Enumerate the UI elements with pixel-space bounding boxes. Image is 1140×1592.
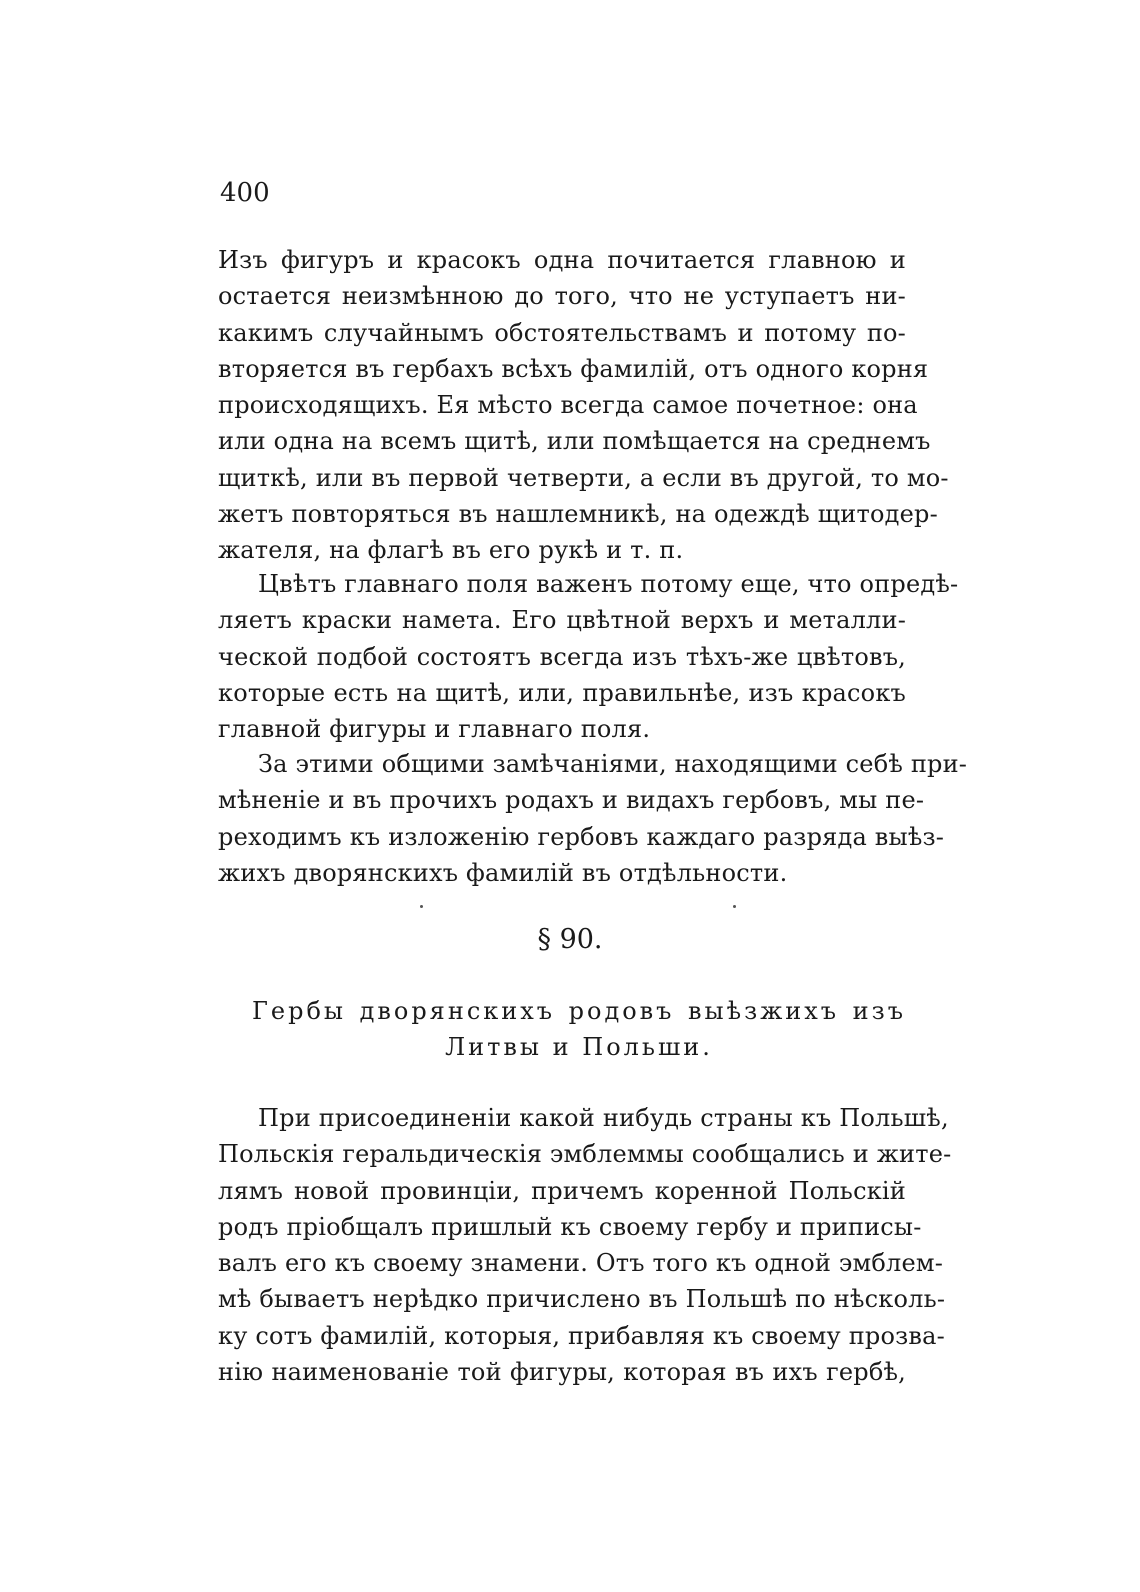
text-line: За этими общими замѣчаніями, находящими себѣ при-	[258, 750, 968, 778]
text-line: ческой подбой состоятъ всегда изъ тѣхъ-же цвѣтовъ,	[218, 642, 906, 671]
text-line: лямъ новой провинціи, причемъ коренной Польскій	[218, 1176, 906, 1205]
text-line: происходящихъ. Ея мѣсто всегда самое почетное: она	[218, 391, 918, 420]
text-line: ку сотъ фамилій, которыя, прибавляя къ своему прозва-	[218, 1321, 945, 1350]
print-speck	[420, 905, 423, 908]
text-line: жихъ дворянскихъ фамилій въ отдѣльности.	[218, 858, 788, 887]
text-line: жателя, на флагѣ въ его рукѣ и т. п.	[218, 536, 684, 565]
section-number: § 90.	[537, 924, 603, 955]
text-line: щиткѣ, или въ первой четверти, а если въ другой, то мо-	[218, 463, 949, 492]
text-line: нію наименованіе той фигуры, которая въ ихъ гербѣ,	[218, 1358, 906, 1387]
heading-line: Литвы и Польши.	[445, 1033, 713, 1061]
text-line: вторяется въ гербахъ всѣхъ фамилій, отъ одного корня	[218, 354, 929, 383]
text-line: жетъ повторяться въ нашлемникѣ, на одеждѣ щитодер-	[218, 500, 938, 529]
text-line: ляетъ краски намета. Его цвѣтной верхъ и металли-	[218, 606, 906, 635]
page-number: 400	[220, 178, 270, 208]
heading-line: Гербы дворянскихъ родовъ выѣзжихъ изъ	[252, 997, 906, 1025]
text-line: родъ пріобщалъ пришлый къ своему гербу и приписы-	[218, 1212, 922, 1241]
text-line: которые есть на щитѣ, или, правильнѣе, изъ красокъ	[218, 678, 906, 707]
text-line: реходимъ къ изложенію гербовъ каждаго разряда выѣз-	[218, 822, 945, 851]
paragraph-2	[218, 566, 959, 747]
text-line: или одна на всемъ щитѣ, или помѣщается на среднемъ	[218, 427, 931, 456]
text-line: мѣненіе и въ прочихъ родахъ и видахъ гербовъ, мы пе-	[218, 786, 925, 815]
paragraph-1	[218, 242, 949, 569]
text-line: Изъ фигуръ и красокъ одна почитается главною и	[218, 246, 906, 274]
text-line: Цвѣтъ главнаго поля важенъ потому еще, что опредѣ-	[258, 570, 959, 598]
text-line: Польскія геральдическія эмблеммы сообщались и жите-	[218, 1140, 952, 1169]
text-line: главной фигуры и главнаго поля.	[218, 715, 651, 744]
section-heading	[252, 993, 906, 1065]
print-speck	[733, 905, 736, 908]
text-line: При присоединеніи какой нибудь страны къ Польшѣ,	[258, 1104, 949, 1132]
text-line: какимъ случайнымъ обстоятельствамъ и потому по-	[218, 318, 906, 347]
text-line: мѣ бываетъ нерѣдко причислено въ Польшѣ по нѣсколь-	[218, 1285, 946, 1314]
paragraph-3	[218, 746, 968, 891]
paragraph-4	[218, 1100, 952, 1390]
text-line: остается неизмѣнною до того, что не уступаетъ ни-	[218, 282, 906, 311]
text-line: валъ его къ своему знамени. Отъ того къ одной эмблем-	[218, 1249, 944, 1278]
